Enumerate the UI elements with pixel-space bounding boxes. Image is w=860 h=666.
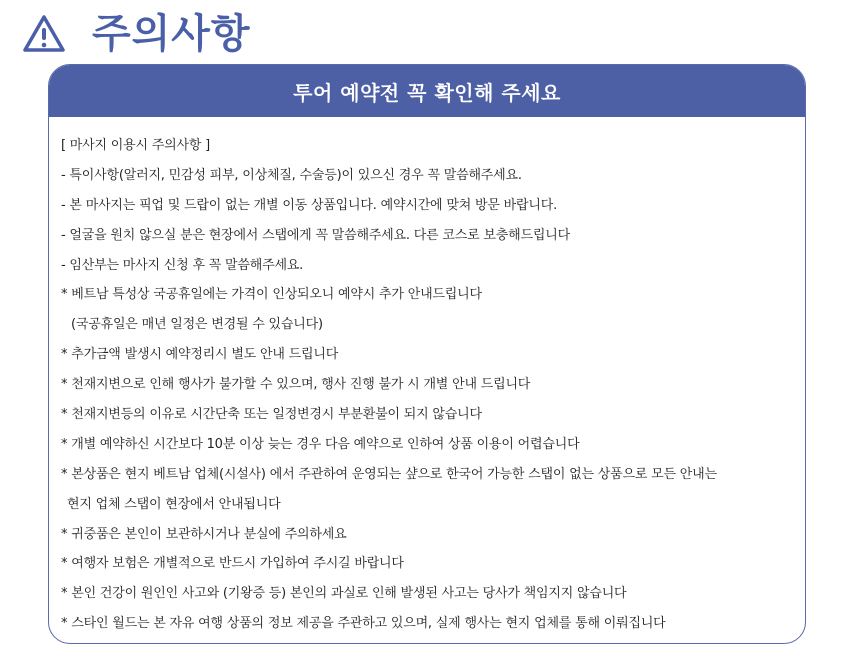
notice-line: * 천재지변등의 이유로 시간단축 또는 일정변경시 부분환불이 되지 않습니다 (61, 407, 482, 423)
notice-line: * 본상품은 현지 베트남 업체(시설사) 에서 주관하여 운영되는 샾으로 한국어 가능한 스탭이 없는 상품으로 모든 안내는 (61, 466, 717, 482)
notice-line: * 추가금액 발생시 예약정리시 별도 안내 드립니다 (61, 347, 339, 363)
notice-line: * 스타인 월드는 본 자유 여행 상품의 정보 제공을 주관하고 있으며, 실제 행사는 현지 업체를 통해 이뤄집니다 (61, 616, 666, 632)
notice-header: 투어 예약전 꼭 확인해 주세요 (49, 65, 805, 117)
notice-line-continuation: 현지 업체 스탭이 현장에서 안내됩니다 (67, 496, 281, 512)
notice-line: * 본인 건강이 원인인 사고와 (기왕증 등) 본인의 과실로 인해 발생된 사고는 당사가 책임지지 않습니다 (61, 586, 627, 602)
notice-line-section-title: [ 마사지 이용시 주의사항 ] (61, 138, 211, 153)
notice-line: - 임산부는 마사지 신청 후 꼭 말씀해주세요. (61, 257, 304, 273)
notice-line: - 얼굴을 원치 않으실 분은 현장에서 스탭에게 꼭 말씀해주세요. 다른 코스로 보충해드립니다 (61, 227, 570, 243)
warning-triangle-icon (22, 14, 66, 54)
notice-line: * 여행자 보험은 개별적으로 반드시 가입하여 주시길 바랍니다 (61, 556, 404, 572)
notice-line: * 천재지변으로 인해 행사가 불가할 수 있으며, 행사 진행 불가 시 개별 안내 드립니다 (61, 377, 531, 393)
notice-line-continuation: (국공휴일은 매년 일정은 변경될 수 있습니다) (71, 317, 323, 333)
page-title: 주의사항 (92, 11, 251, 57)
notice-body (49, 117, 805, 639)
notice-line: - 특이사항(알러지, 민감성 피부, 이상체질, 수술등)이 있으신 경우 꼭 말씀해주세요. (61, 167, 522, 183)
notice-line: * 개별 예약하신 시간보다 10분 이상 늦는 경우 다음 예약으로 인하여 상품 이용이 어렵습니다 (61, 436, 580, 452)
notice-line: * 베트남 특성상 국공휴일에는 가격이 인상되오니 예약시 추가 안내드립니다 (61, 287, 482, 303)
notice-line: * 귀중품은 본인이 보관하시거나 분실에 주의하세요 (61, 526, 347, 542)
notice-line: - 본 마사지는 픽업 및 드랍이 없는 개별 이동 상품입니다. 예약시간에 맞쳐 방문 바랍니다. (61, 197, 558, 213)
notice-box (48, 64, 806, 644)
title-row (22, 8, 251, 60)
